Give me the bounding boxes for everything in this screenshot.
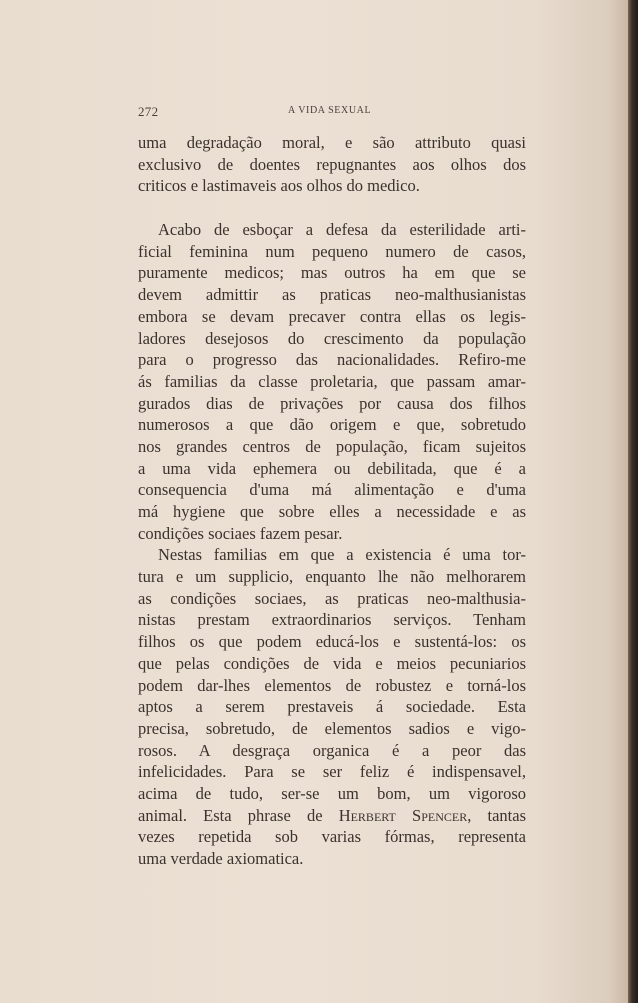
body-text xyxy=(138,132,526,870)
text-line: acima de tudo, ser-se um bom, um vigoroso xyxy=(138,783,526,803)
text-line: nistas prestam extraordinarios serviços. Tenham xyxy=(138,610,526,630)
text-line: devem admittir as praticas neo-malthusianistas xyxy=(138,285,526,305)
text-line: uma verdade axiomatica. xyxy=(138,849,304,868)
text-line: gurados dias de privações por causa dos filhos xyxy=(138,393,526,413)
text-line: vezes repetida sob varias fórmas, representa xyxy=(138,827,526,847)
text-line: ás familias da classe proletaria, que passam amar- xyxy=(138,371,526,391)
text-line: nos grandes centros de população, ficam sujeitos xyxy=(138,436,526,456)
running-title: A VIDA SEXUAL xyxy=(288,105,372,116)
author-name: Herbert Spencer xyxy=(338,805,468,825)
page-header xyxy=(138,104,526,120)
text-line: Nestas familias em que a existencia é uma tor- xyxy=(158,545,526,565)
text-line: uma degradação moral, e são attributo quasi xyxy=(138,133,526,152)
book-edge-shadow xyxy=(628,0,638,1003)
text-line: podem dar-lhes elementos de robustez e torná-los xyxy=(138,675,526,695)
text-line: má hygiene que sobre elles a necessidade e as xyxy=(138,502,526,521)
text-line: infelicidades. Para se ser feliz é indispensavel, xyxy=(138,762,526,782)
text-line: puramente medicos; mas outros ha em que se xyxy=(138,263,526,283)
text-line: precisa, sobretudo, de elementos sadios e vigo- xyxy=(138,718,526,738)
text-line: ladores desejosos do crescimento da população xyxy=(138,328,526,348)
text-line: Acabo de esboçar a defesa da esterilidade arti- xyxy=(158,220,526,240)
text-line: rosos. A desgraça organica é a peor das xyxy=(138,740,526,760)
text-line: para o progresso das nacionalidades. Refiro-me xyxy=(138,350,526,370)
text-line: condições sociaes fazem pesar. xyxy=(138,523,343,543)
paragraph-gap xyxy=(138,197,526,219)
text-line: consequencia d'uma má alimentação e d'uma xyxy=(138,480,526,500)
text-line: a uma vida ephemera ou debilitada, que é a xyxy=(138,458,526,478)
text-line: numerosos a que dão origem e que, sobretudo xyxy=(138,415,526,435)
text-line: criticos e lastimaveis aos olhos do medico. xyxy=(138,176,420,196)
text-line: aptos a serem prestaveis á sociedade. Esta xyxy=(138,697,526,717)
text-line: embora se devam precaver contra ellas os legis- xyxy=(138,306,526,326)
text-line: exclusivo de doentes repugnantes aos olhos dos xyxy=(138,154,526,174)
text-line: animal. Esta phrase de Herbert Spencer, tantas xyxy=(138,805,526,825)
text-line: ficial feminina num pequeno numero de casos, xyxy=(138,241,526,261)
text-line: que pelas condições de vida e meios pecuniarios xyxy=(138,653,526,673)
text-line: filhos os que podem educá-los e sustentá-los: os xyxy=(138,632,526,652)
text-line: as condições sociaes, as praticas neo-malthusia- xyxy=(138,588,526,608)
page-number: 272 xyxy=(138,104,159,119)
text-line: tura e um supplicio, enquanto lhe não melhorarem xyxy=(138,567,526,587)
